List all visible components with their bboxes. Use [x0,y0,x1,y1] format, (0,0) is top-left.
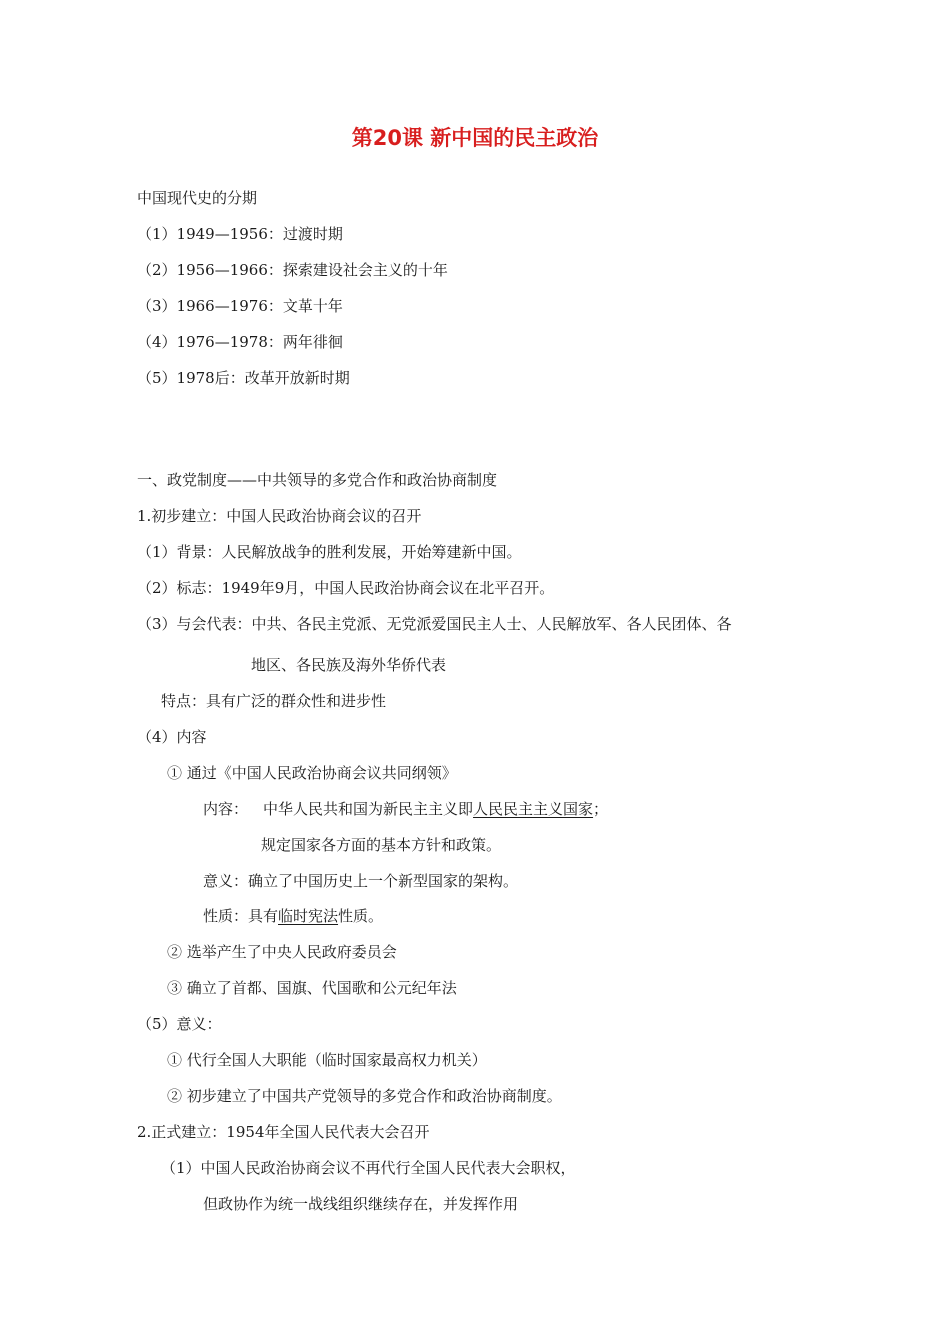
content-heading: （4）内容 [137,728,207,746]
period-item: （4）1976—1978：两年徘徊 [137,333,343,351]
content-punct: ； [593,800,609,818]
section-heading: 一、政党制度——中共领导的多党合作和政治协商制度 [137,471,498,489]
delegates-line-cont: 地区、各民族及海外华侨代表 [251,656,447,674]
content-label: 内容： [203,800,249,818]
content-detail [203,799,608,819]
delegates-line: （3）与会代表：中共、各民主党派、无党派爱国民主人士、人民解放军、各人民团体、各 [137,615,732,633]
period-item: （5）1978后：改革开放新时期 [137,369,350,387]
period-item: （3）1966—1976：文革十年 [137,297,343,315]
meaning-item: ① 代行全国人大职能（临时国家最高权力机关） [167,1051,487,1069]
meaning-heading: （5）意义： [137,1015,222,1033]
underlined-term: 临时宪法 [278,907,339,925]
sub2-line: （1）中国人民政治协商会议不再代行全国人民代表大会职权， [161,1159,576,1177]
nature-pre: 性质：具有 [203,907,279,925]
subsection-heading: 1.初步建立：中国人民政治协商会议的召开 [137,507,422,525]
nature-detail [203,906,383,926]
content-item: ② 选举产生了中央人民政府委员会 [167,943,397,961]
period-item: （1）1949—1956：过渡时期 [137,225,343,243]
nature-post: 性质。 [338,907,384,925]
sign-line: （2）标志：1949年9月，中国人民政治协商会议在北平召开。 [137,579,555,597]
background-line: （1）背景：人民解放战争的胜利发展，开始筹建新中国。 [137,543,522,561]
meaning-item: ② 初步建立了中国共产党领导的多党合作和政治协商制度。 [167,1087,562,1105]
underlined-term: 人民民主主义国家 [473,800,594,818]
meaning-detail: 意义：确立了中国历史上一个新型国家的架构。 [203,872,519,890]
period-item: （2）1956—1966：探索建设社会主义的十年 [137,261,448,279]
subsection-heading: 2.正式建立：1954年全国人民代表大会召开 [137,1123,430,1141]
page-title: 第20课 新中国的民主政治 [351,126,599,150]
content-detail-cont: 规定国家各方面的基本方针和政策。 [261,836,502,854]
content-item: ① 通过《中国人民政治协商会议共同纲领》 [167,764,457,782]
content-item: ③ 确立了首都、国旗、代国歌和公元纪年法 [167,979,457,997]
periods-heading: 中国现代史的分期 [137,189,258,207]
content-text: 中华人民共和国为新民主主义即 [263,800,474,818]
feature-line: 特点：具有广泛的群众性和进步性 [161,692,387,710]
sub2-line-cont: 但政协作为统一战线组织继续存在，并发挥作用 [203,1195,519,1213]
